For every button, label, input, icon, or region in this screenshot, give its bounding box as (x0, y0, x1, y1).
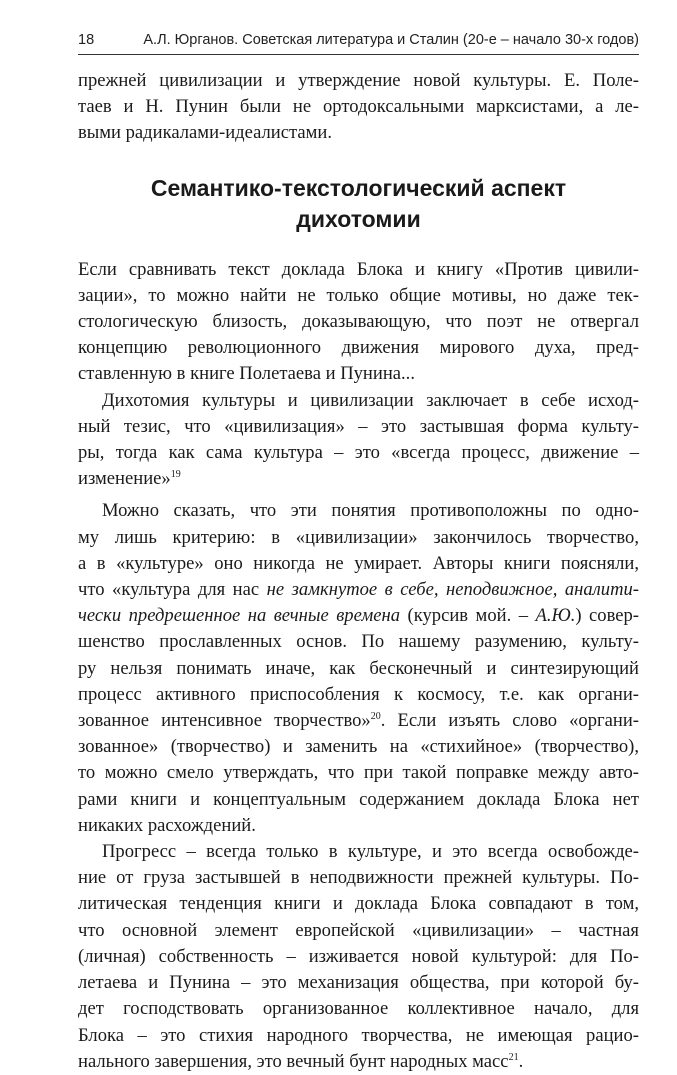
text-line: выми радикалами-идеалистами. (78, 122, 332, 144)
page-number: 18 (78, 32, 95, 48)
paragraph-3 (78, 498, 639, 839)
text-line (78, 603, 639, 629)
italic-fragment: А.Ю. (535, 605, 576, 627)
text-line: прежней цивилизации и утверждение новой культуры. Е. Поле- (78, 70, 639, 91)
text-fragment: . (518, 1050, 524, 1072)
text-line: литическая тенденция книги и доклада Блока совпадают в том, (78, 893, 639, 915)
text-fragment: ) совер- (575, 605, 639, 627)
text-line (78, 466, 639, 492)
text-line: Можно сказать, что эти понятия противоположны по одно- (102, 500, 639, 522)
text-line: Прогресс – всегда только в культуре, и это всегда освобожде- (102, 841, 639, 863)
text-line: концепцию революционного движения мирового духа, пред- (78, 337, 639, 359)
section-heading (78, 173, 639, 235)
italic-fragment: чески предрешенное на вечные времена (78, 605, 401, 627)
text-fragment: изменение» (78, 468, 171, 490)
text-line: никаких расхождений. (78, 814, 256, 836)
text-fragment: зованное интенсивное творчество» (78, 710, 371, 732)
heading-line: дихотомии (296, 205, 421, 232)
paragraph-1 (78, 257, 639, 388)
text-line (78, 577, 639, 603)
text-line: ру нельзя понимать иначе, как бесконечный и синтезирующий (78, 657, 639, 679)
text-line: зованное» (творчество) и заменить на «стихийное» (творчество), (78, 736, 639, 758)
text-line: то можно смело утверждать, что при такой поправке между авто- (78, 762, 639, 784)
text-line: ры, тогда как сама культура – это «всегда процесс, движение – (78, 442, 639, 464)
text-line: Если сравнивать текст доклада Блока и книгу «Против цивили- (78, 258, 639, 280)
body-text (78, 68, 639, 1075)
footnote-ref-21[interactable]: 21 (508, 1051, 519, 1063)
text-line: таев и Н. Пунин были не ортодоксальными марксистами, а ле- (78, 96, 639, 118)
text-line (78, 1049, 639, 1075)
text-line: дет господствовать организованное коллективное начало, для (78, 998, 639, 1020)
text-fragment: нального завершения, это вечный бунт народных масс (78, 1050, 509, 1072)
text-line: (личная) собственность – изживается новой культурой: для По- (78, 945, 639, 967)
heading-line: Семантико-текстологический аспект (150, 174, 567, 201)
header-rule (78, 54, 639, 55)
italic-fragment: не замкнутое в себе, неподвижное, аналити- (266, 579, 639, 601)
paragraph-2 (78, 388, 639, 493)
intro-paragraph (78, 68, 639, 147)
text-line: Дихотомия культуры и цивилизации заключает в себе исход- (102, 389, 639, 411)
text-line: что основной элемент европейской «цивилизации» – частная (78, 919, 639, 941)
running-header (78, 32, 639, 48)
text-line: ный тезис, что «цивилизация» – это застывшая форма культу- (78, 415, 639, 437)
text-line: му лишь критерию: в «цивилизации» закончилось творчество, (78, 526, 639, 548)
text-line: Блока – это стихия народного творчества, не имеющая рацио- (78, 1024, 639, 1046)
text-fragment: . Если изъять слово «органи- (380, 710, 639, 732)
footnote-ref-19[interactable]: 19 (170, 469, 181, 481)
footnote-ref-20[interactable]: 20 (370, 710, 381, 722)
text-line: зации», то можно найти не только общие мотивы, но даже тек- (78, 284, 639, 306)
text-fragment: (курсив мой. – (400, 605, 536, 627)
running-title: А.Л. Юрганов. Советская литература и Сталин (20-е – начало 30-х годов) (143, 32, 639, 48)
text-line (78, 708, 639, 734)
text-line: ставленную в книге Полетаева и Пунина... (78, 363, 415, 385)
text-line: а в «культуре» оно никогда не умирает. Авторы книги поясняли, (78, 552, 639, 574)
text-line: летаева и Пунина – это механизация общества, при которой бу- (78, 972, 639, 994)
text-line: процесс активного приспособления к космосу, т.е. как органи- (78, 683, 639, 705)
paragraph-4 (78, 839, 639, 1075)
text-line: стологическую близость, доказывающую, что поэт не отвергал (78, 311, 639, 333)
text-fragment: что «культура для нас (78, 579, 267, 601)
text-line: рами книги и концептуальным содержанием доклада Блока нет (78, 788, 639, 810)
text-line: шенство прославленных основ. По нашему разумению, культу- (78, 631, 639, 653)
text-line: ние от груза застывшей в неподвижности прежней культуры. По- (78, 867, 639, 889)
